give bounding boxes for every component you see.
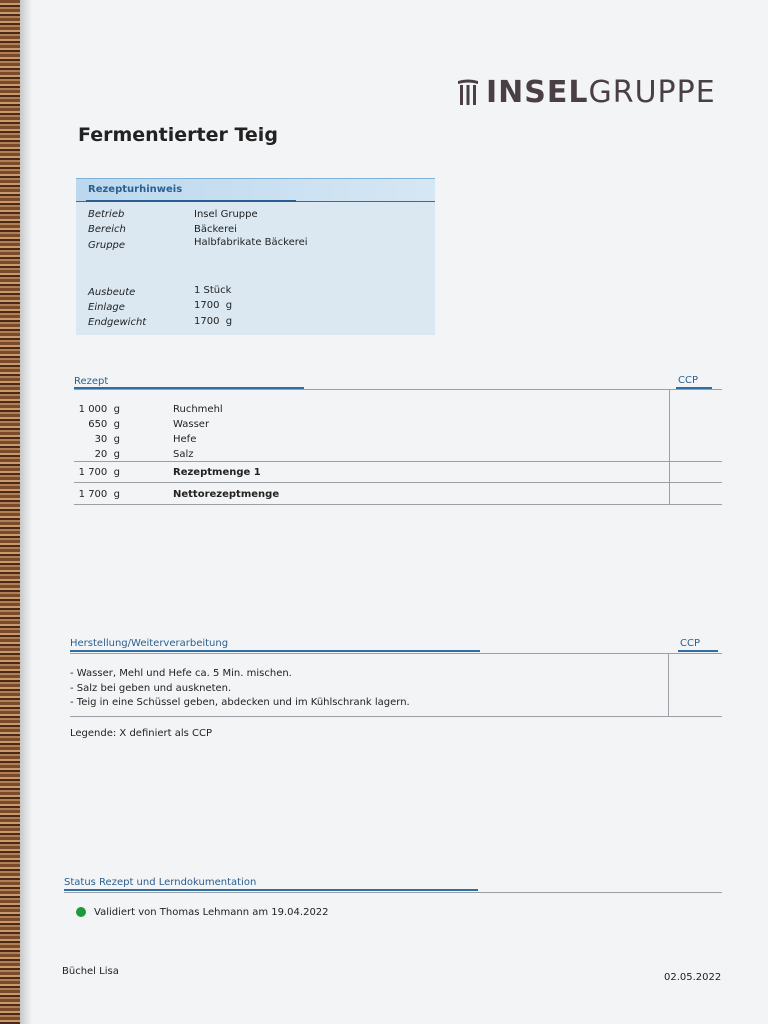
herstellung-step-1: - Wasser, Mehl und Hefe ca. 5 Min. mischen.: [70, 668, 292, 679]
recipe-info-box: [76, 178, 435, 335]
logo-text-bold: INSEL: [486, 75, 589, 110]
ingredient-name-wasser: Wasser: [173, 419, 210, 430]
page-shadow: [20, 0, 32, 1024]
rezept-label: Rezept: [74, 376, 109, 387]
insel-logo-icon: [456, 78, 480, 108]
info-label-gruppe: Gruppe: [88, 240, 126, 251]
info-value-gruppe: Halbfabrikate Bäckerei: [194, 237, 308, 248]
rezeptmenge-label: Rezeptmenge 1: [173, 467, 261, 478]
herstellung-ccp-divider: [668, 653, 669, 716]
info-header-underline: [86, 200, 296, 202]
nettorezeptmenge-label: Nettorezeptmenge: [173, 489, 280, 500]
info-label-endgewicht: Endgewicht: [88, 317, 147, 328]
status-text: Validiert von Thomas Lehmann am 19.04.2022: [94, 907, 329, 918]
info-header: [76, 179, 435, 202]
page-binding: [0, 0, 20, 1024]
info-label-bereich: Bereich: [88, 224, 126, 235]
info-header-label: Rezepturhinweis: [88, 184, 183, 195]
ingredient-qty-ruchmehl: 1 000 g: [78, 404, 120, 415]
status-underline: [64, 889, 478, 891]
rezept-bottom-line: [74, 504, 722, 505]
info-value-ausbeute: 1 Stück: [194, 285, 232, 296]
ingredient-name-salz: Salz: [173, 449, 194, 460]
herstellung-step-2: - Salz bei geben und auskneten.: [70, 683, 232, 694]
ingredient-name-hefe: Hefe: [173, 434, 197, 445]
company-logo: [456, 75, 716, 110]
herstellung-underline: [70, 650, 480, 652]
rezept-sum-line: [74, 461, 722, 462]
logo-text: [486, 75, 716, 110]
info-value-bereich: Bäckerei: [194, 224, 237, 235]
footer-author: Büchel Lisa: [62, 966, 119, 977]
rezept-ccp-label: CCP: [678, 375, 698, 386]
herstellung-label: Herstellung/Weiterverarbeitung: [70, 638, 229, 649]
rezeptmenge-qty: 1 700 g: [78, 467, 120, 478]
ingredient-qty-wasser: 650 g: [88, 419, 120, 430]
herstellung-ccp-label: CCP: [680, 638, 700, 649]
herstellung-top-line: [70, 653, 722, 654]
rezept-ccp-divider: [669, 389, 670, 504]
info-label-einlage: Einlage: [88, 302, 125, 313]
info-label-ausbeute: Ausbeute: [88, 287, 136, 298]
info-value-einlage: 1700 g: [194, 300, 233, 311]
footer-date: 02.05.2022: [664, 972, 722, 983]
logo-text-light: GRUPPE: [588, 75, 716, 110]
status-label: Status Rezept und Lerndokumentation: [64, 877, 257, 888]
herstellung-ccp-underline: [678, 650, 718, 652]
info-value-betrieb: Insel Gruppe: [194, 209, 258, 220]
status-line: [64, 892, 722, 893]
info-label-betrieb: Betrieb: [88, 209, 125, 220]
ingredient-name-ruchmehl: Ruchmehl: [173, 404, 223, 415]
status-dot-icon: [76, 907, 86, 917]
ingredient-qty-salz: 20 g: [94, 449, 120, 460]
rezept-top-line: [74, 389, 722, 390]
herstellung-bottom-line: [70, 716, 722, 717]
herstellung-step-3: - Teig in eine Schüssel geben, abdecken und im Kühlschrank lagern.: [70, 697, 410, 708]
ingredient-qty-hefe: 30 g: [94, 434, 120, 445]
rezept-net-line: [74, 482, 722, 483]
info-value-endgewicht: 1700 g: [194, 316, 233, 327]
nettorezeptmenge-qty: 1 700 g: [78, 489, 120, 500]
page-title: Fermentierter Teig: [78, 124, 278, 146]
legende-text: Legende: X definiert als CCP: [70, 728, 213, 739]
